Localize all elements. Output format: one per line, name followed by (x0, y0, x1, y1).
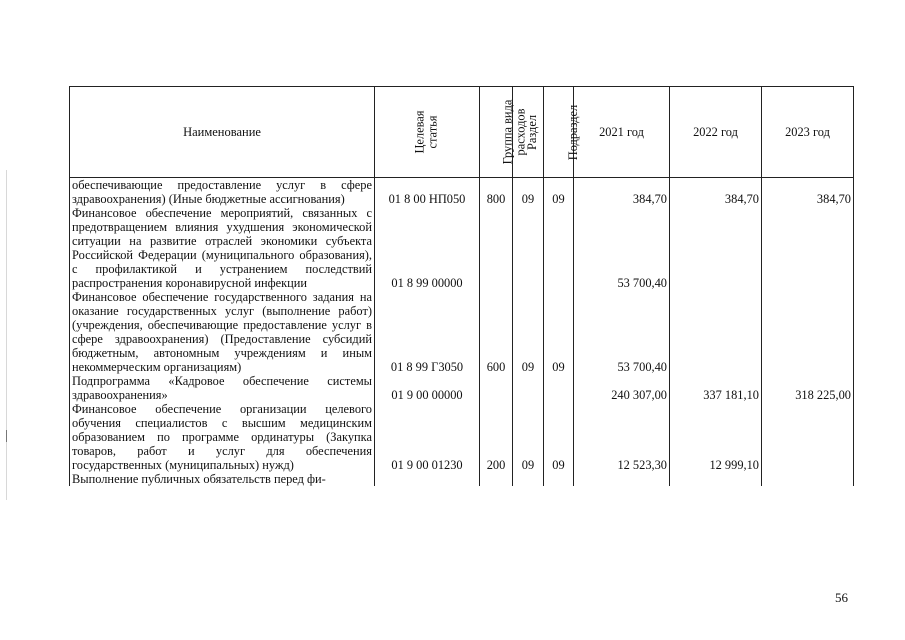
row-2023 (762, 290, 854, 374)
row-2023 (762, 472, 854, 486)
row-2021 (574, 472, 670, 486)
row-2021: 12 523,30 (574, 402, 670, 472)
row-2022: 12 999,10 (670, 402, 762, 472)
header-target-article-line1: Целевая (413, 110, 427, 154)
row-subsection (544, 472, 574, 486)
row-name: Финансовое обеспечение мероприятий, связанных с предотвращением влияния ухудшения экономической ситуации на развитие отраслей экономики субъекта Российской Федерации (муниципального образования), с профилактикой и устранением последствий распространения коронавирусной инфекции (70, 206, 375, 290)
row-2021: 53 700,40 (574, 290, 670, 374)
row-section: 09 (513, 290, 544, 374)
row-name: Финансовое обеспечение государственного задания на оказание государственных услуг (выполнение работ) (учреждения, обеспечивающие предоставление услуг в сфере здравоохранения) (Предоставление субсидий бюджетным, автономным учреждениям и иным некоммерческим организациям) (70, 290, 375, 374)
header-subsection (544, 87, 581, 178)
header-expense-group (480, 87, 528, 178)
header-2021: 2021 год (574, 87, 670, 178)
header-target-article (375, 87, 480, 178)
row-code (375, 472, 480, 486)
row-2021: 53 700,40 (574, 206, 670, 290)
page-number: 56 (835, 590, 848, 605)
row-code: 01 9 00 01230 (375, 402, 480, 472)
table-row (70, 290, 854, 374)
row-subsection (544, 374, 574, 402)
header-target-article-line2: статья (426, 115, 440, 149)
row-2022: 384,70 (670, 178, 762, 207)
table-row (70, 374, 854, 402)
left-margin-tick (6, 430, 7, 442)
header-expense-group-line2: расходов (513, 108, 528, 156)
budget-table (69, 86, 854, 486)
table-row (70, 402, 854, 472)
row-name: обеспечивающие предоставление услуг в сфере здравоохранения) (Иные бюджетные ассигнования) (70, 178, 375, 207)
header-subsection-label: Подраздел (566, 104, 581, 161)
row-2023: 318 225,00 (762, 374, 854, 402)
header-section-label: Раздел (525, 114, 540, 151)
row-group: 600 (480, 290, 513, 374)
row-group: 200 (480, 402, 513, 472)
row-section: 09 (513, 178, 544, 207)
row-2023 (762, 206, 854, 290)
row-subsection: 09 (544, 178, 574, 207)
row-group (480, 206, 513, 290)
left-margin-rule (6, 170, 7, 500)
row-2023: 384,70 (762, 178, 854, 207)
table-header (70, 87, 854, 178)
row-group: 800 (480, 178, 513, 207)
header-2023: 2023 год (762, 87, 854, 178)
row-2022 (670, 290, 762, 374)
row-2022 (670, 472, 762, 486)
row-group (480, 374, 513, 402)
row-group (480, 472, 513, 486)
row-subsection: 09 (544, 290, 574, 374)
header-expense-group-line1: Группа вида (500, 99, 515, 165)
row-section (513, 206, 544, 290)
table-body (70, 178, 854, 487)
row-2023 (762, 402, 854, 472)
header-name: Наименование (70, 87, 375, 178)
row-code: 01 8 99 00000 (375, 206, 480, 290)
header-2022: 2022 год (670, 87, 762, 178)
row-section (513, 374, 544, 402)
row-subsection (544, 206, 574, 290)
row-name: Выполнение публичных обязательств перед фи- (70, 472, 375, 486)
row-2022 (670, 206, 762, 290)
row-2021: 384,70 (574, 178, 670, 207)
row-code: 01 9 00 00000 (375, 374, 480, 402)
row-name: Подпрограмма «Кадровое обеспечение системы здравоохранения» (70, 374, 375, 402)
row-section (513, 472, 544, 486)
table-row (70, 206, 854, 290)
row-subsection: 09 (544, 402, 574, 472)
table-row (70, 178, 854, 207)
row-name: Финансовое обеспечение организации целевого обучения специалистов с высшим медицинским образованием по программе ординатуры (Закупка товаров, работ и услуг для обеспечения государственных (муниципальных) нужд) (70, 402, 375, 472)
row-section: 09 (513, 402, 544, 472)
row-code: 01 8 00 НП050 (375, 178, 480, 207)
table-row (70, 472, 854, 486)
row-2021: 240 307,00 (574, 374, 670, 402)
row-code: 01 8 99 Г3050 (375, 290, 480, 374)
row-2022: 337 181,10 (670, 374, 762, 402)
